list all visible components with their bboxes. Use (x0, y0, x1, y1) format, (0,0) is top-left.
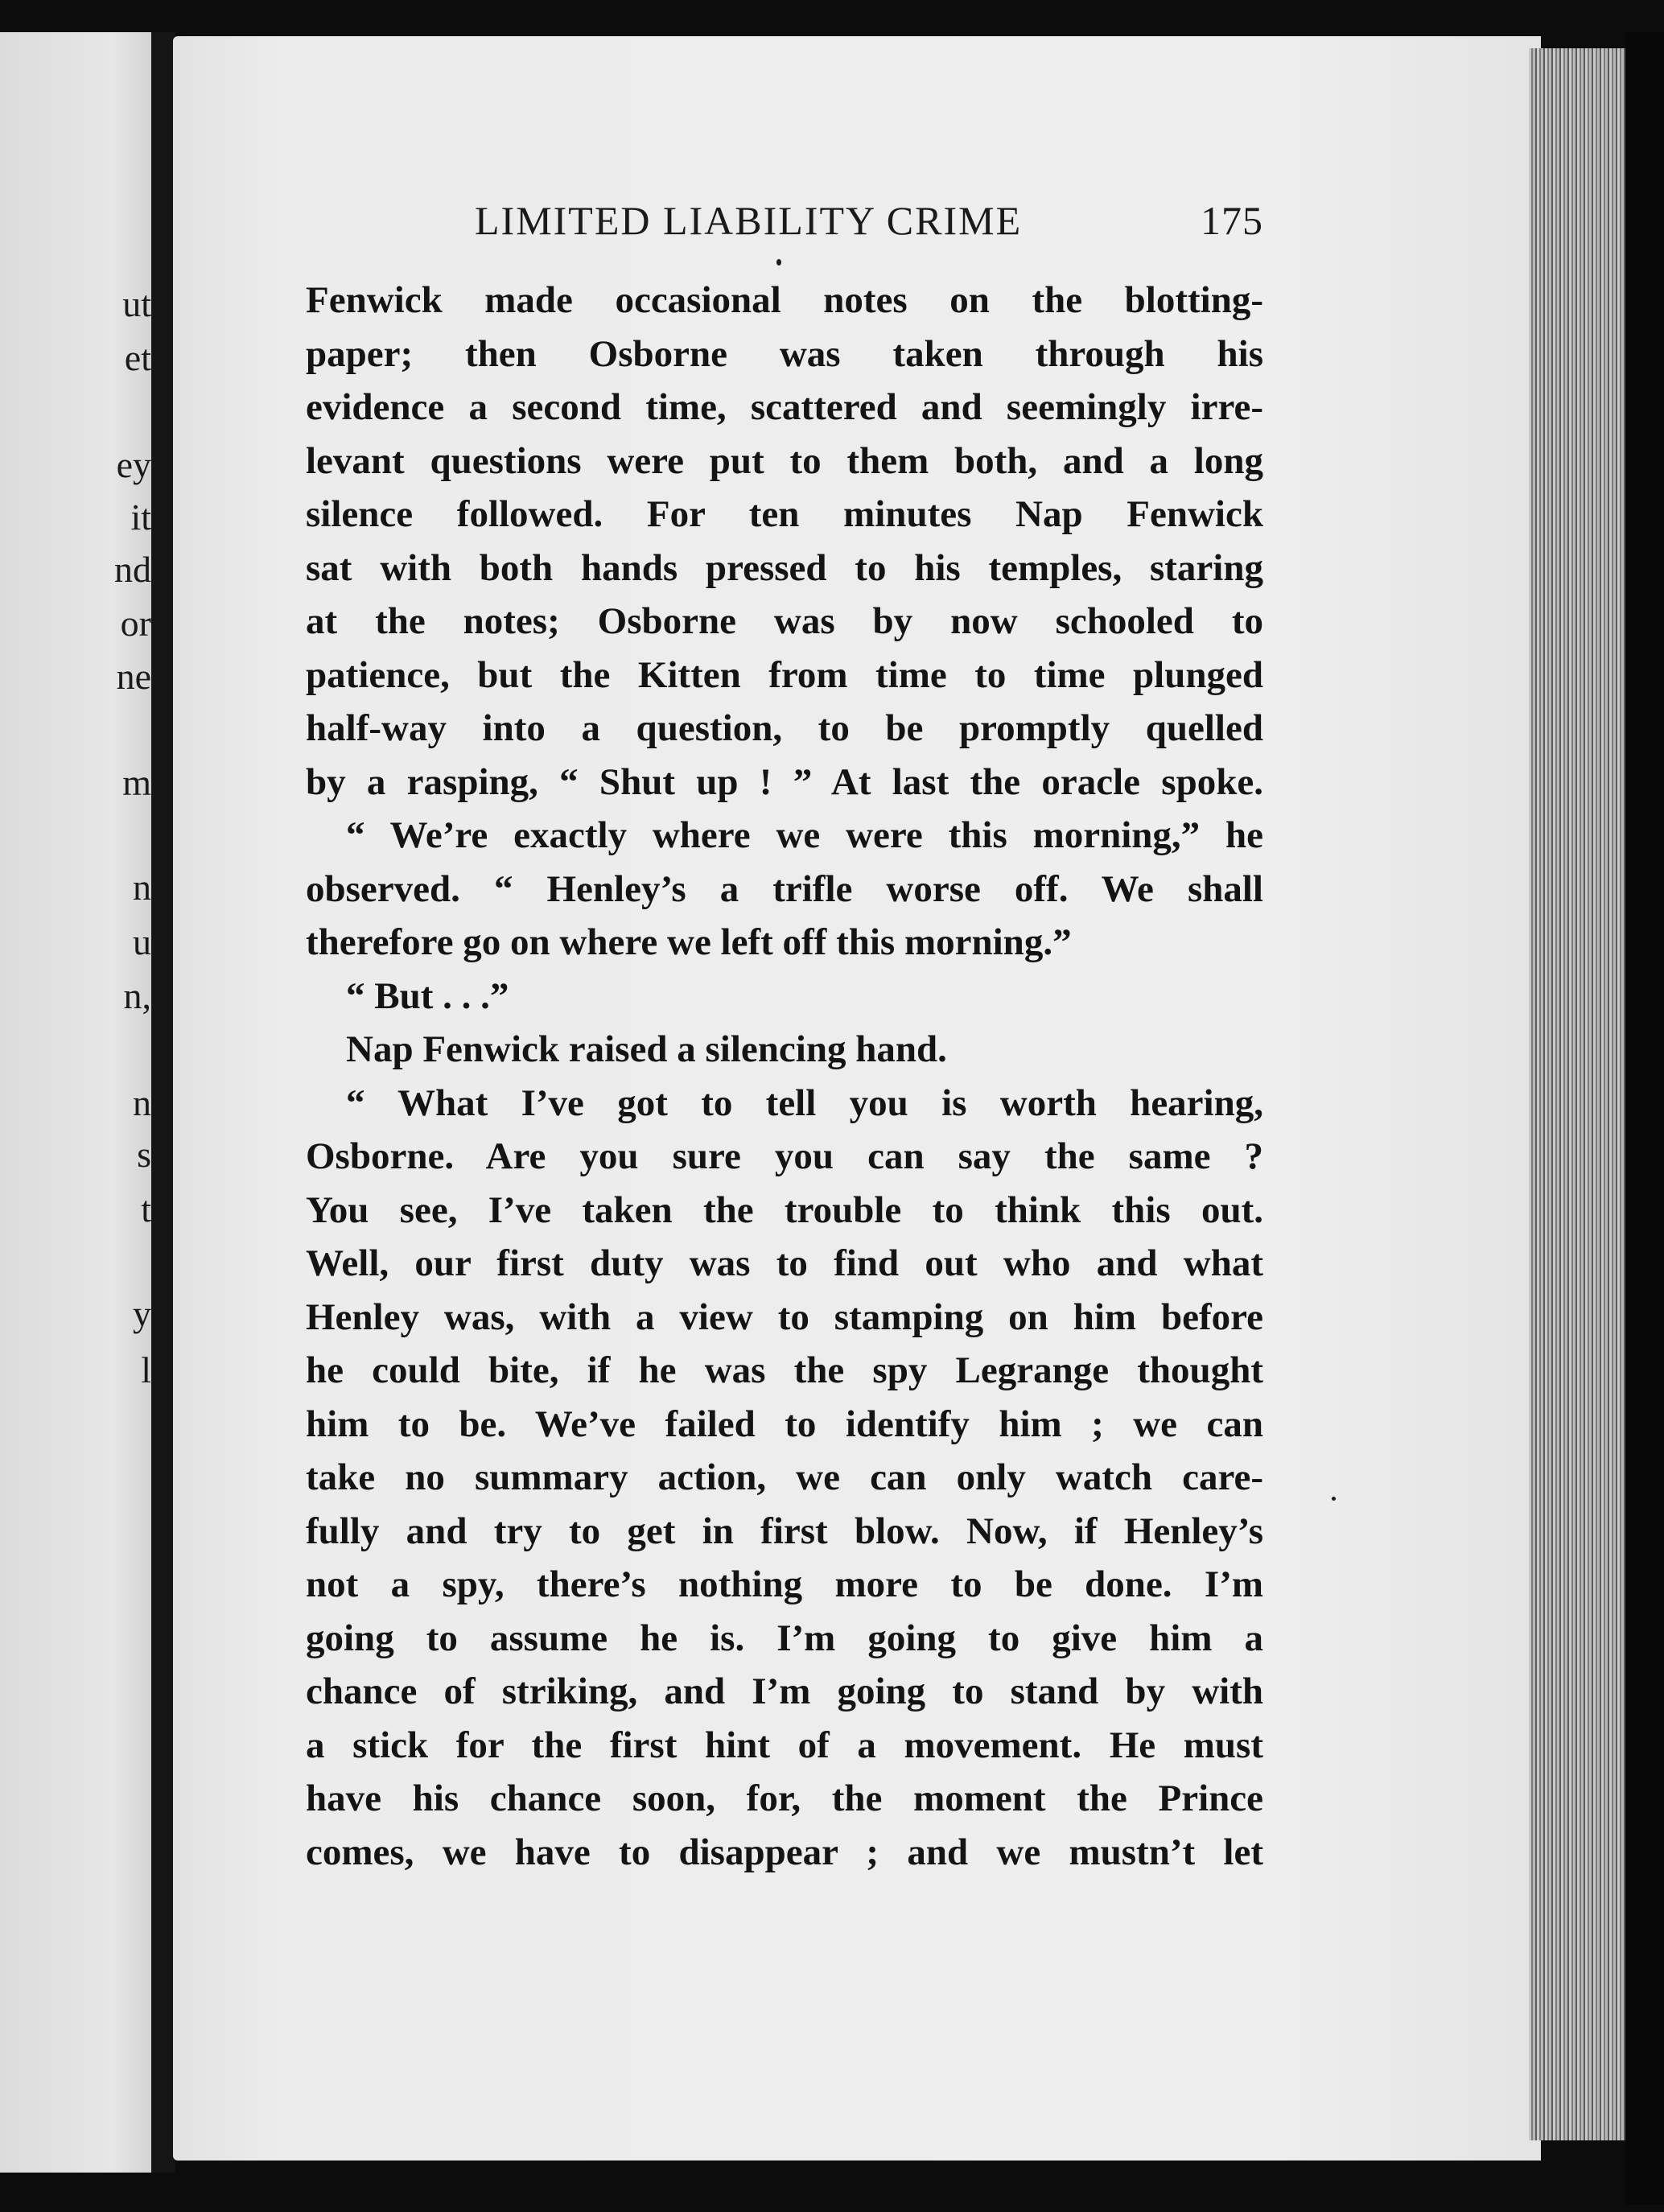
page-body (306, 274, 1263, 1879)
text-line: Fenwick made occasional notes on the blotting- (306, 279, 1263, 321)
text-line: silence followed. For ten minutes Nap Fenwick (306, 493, 1263, 535)
ink-speck (1332, 1497, 1336, 1501)
text-line: Osborne. Are you sure you can say the same ? (306, 1135, 1263, 1177)
text-line: levant questions were put to them both, and a long (306, 439, 1263, 482)
text-line: patience, but the Kitten from time to time plunged (306, 653, 1263, 696)
text-line: fully and try to get in first blow. Now, if Henley’s (306, 1510, 1263, 1552)
running-header (306, 197, 1263, 244)
fragment: l (141, 1349, 151, 1390)
fragment: or (120, 603, 151, 644)
book-cover-edge (1625, 32, 1664, 2205)
page-fore-edge (1529, 48, 1633, 2140)
text-line: not a spy, there’s nothing more to be done. I’m (306, 1563, 1263, 1605)
fragment: et (124, 337, 151, 378)
text-line: observed. “ Henley’s a trifle worse off. We shall (306, 867, 1263, 910)
text-line: going to assume he is. I’m going to give him a (306, 1617, 1263, 1659)
text-line: sat with both hands pressed to his temples, staring (306, 546, 1263, 589)
text-line: take no summary action, we can only watch care- (306, 1456, 1263, 1498)
text-line: a stick for the first hint of a movement. He must (306, 1724, 1263, 1766)
text-line: “ What I’ve got to tell you is worth hearing, (346, 1081, 1263, 1124)
fragment: nd (114, 549, 151, 590)
ink-speck (776, 259, 781, 266)
fragment: u (133, 921, 151, 962)
text-line: You see, I’ve taken the trouble to think this out. (306, 1188, 1263, 1231)
text-line: have his chance soon, for, the moment the Prince (306, 1777, 1263, 1819)
text-line: therefore go on where we left off this morning.” (306, 921, 1072, 963)
fragment: n, (123, 975, 151, 1016)
fragment: y (133, 1293, 151, 1334)
fragment: n (133, 867, 151, 908)
text-line: evidence a second time, scattered and seemingly irre- (306, 386, 1263, 428)
running-title: LIMITED LIABILITY CRIME (475, 198, 1023, 243)
text-line: “ But . . .” (346, 974, 509, 1017)
fragment: s (137, 1134, 151, 1175)
text-line: paper; then Osborne was taken through his (306, 332, 1263, 375)
text-line: by a rasping, “ Shut up ! ” At last the oracle spoke. (306, 760, 1263, 803)
fragment: ut (122, 283, 151, 324)
text-line: comes, we have to disappear ; and we mustn’t let (306, 1831, 1263, 1873)
text-line: he could bite, if he was the spy Legrange thought (306, 1349, 1263, 1391)
text-line: half-way into a question, to be promptly quelled (306, 707, 1263, 749)
previous-page (0, 32, 161, 2173)
fragment: t (141, 1188, 151, 1230)
text-line: him to be. We’ve failed to identify him ; we can (306, 1403, 1263, 1445)
text-line: chance of striking, and I’m going to stand by with (306, 1670, 1263, 1712)
fragment: n (133, 1082, 151, 1123)
fragment: ey (116, 444, 151, 485)
fragment: it (130, 496, 151, 538)
book-gutter (151, 32, 175, 2173)
text-line: at the notes; Osborne was by now schooled to (306, 600, 1263, 642)
text-line: “ We’re exactly where we were this morning,” he (346, 814, 1263, 856)
text-line: Henley was, with a view to stamping on him before (306, 1295, 1263, 1338)
text-line: Well, our first duty was to find out who and what (306, 1242, 1263, 1284)
fragment: m (122, 762, 151, 803)
fragment: ne (116, 656, 151, 697)
page-number: 175 (1201, 198, 1263, 243)
text-line: Nap Fenwick raised a silencing hand. (346, 1028, 947, 1070)
